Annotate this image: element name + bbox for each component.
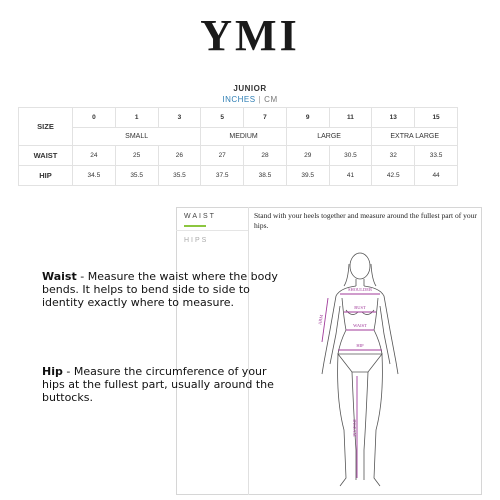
- size-group-extra-large: EXTRA LARGE: [372, 128, 458, 146]
- waist-row: [19, 146, 458, 166]
- hip-cell: 35.5: [158, 166, 201, 186]
- hip-row-header: HIP: [19, 166, 73, 186]
- hip-description: [42, 365, 282, 404]
- waist-cell: 28: [244, 146, 287, 166]
- hip-row: [19, 166, 458, 186]
- body-figure-illustration: [300, 250, 420, 490]
- waist-cell: 27: [201, 146, 244, 166]
- waist-term: Waist: [42, 270, 77, 283]
- unit-toggle: [0, 95, 500, 104]
- hip-cell: 37.5: [201, 166, 244, 186]
- chart-title: JUNIOR: [233, 84, 267, 93]
- waist-description: [42, 270, 282, 309]
- figure-label-arm: ARM: [317, 314, 324, 326]
- figure-label-waist: WAIST: [353, 323, 367, 328]
- size-cell: 11: [329, 108, 372, 128]
- figure-label-hip: HIP: [356, 343, 364, 348]
- waist-description-text: - Measure the waist where the body bends. It helps to bend side to side to identity exactly where to measure.: [42, 270, 278, 309]
- tab-divider: [176, 230, 248, 231]
- size-number-row: [19, 108, 458, 128]
- measure-instruction: Stand with your heels together and measure around the fullest part of your hips.: [254, 211, 477, 230]
- size-cell: 13: [372, 108, 415, 128]
- hip-term: Hip: [42, 365, 63, 378]
- tab-waist[interactable]: WAIST: [184, 213, 216, 220]
- figure-label-bust: BUST: [354, 305, 366, 310]
- waist-cell: 25: [115, 146, 158, 166]
- active-tab-indicator: [184, 225, 206, 227]
- tab-hips[interactable]: HIPS: [184, 237, 209, 244]
- size-row-header: SIZE: [19, 108, 73, 146]
- size-cell: 0: [73, 108, 116, 128]
- waist-cell: 26: [158, 146, 201, 166]
- hip-cell: 39.5: [286, 166, 329, 186]
- figure-label-inseam: INSEAM: [352, 419, 357, 437]
- guide-tab-list: [176, 207, 248, 495]
- size-group-large: LARGE: [286, 128, 372, 146]
- unit-inches-option[interactable]: INCHES: [222, 95, 256, 104]
- waist-cell: 29: [286, 146, 329, 166]
- waist-cell: 33.5: [415, 146, 458, 166]
- size-group-medium: MEDIUM: [201, 128, 287, 146]
- size-cell: 5: [201, 108, 244, 128]
- hip-cell: 42.5: [372, 166, 415, 186]
- size-cell: 15: [415, 108, 458, 128]
- waist-cell: 24: [73, 146, 116, 166]
- unit-separator: |: [258, 95, 262, 104]
- waist-cell: 30.5: [329, 146, 372, 166]
- hip-description-text: - Measure the circumference of your hips at the fullest part, usually around the buttocks.: [42, 365, 274, 404]
- size-cell: 1: [115, 108, 158, 128]
- size-cell: 9: [286, 108, 329, 128]
- hip-cell: 38.5: [244, 166, 287, 186]
- unit-cm-option[interactable]: CM: [264, 95, 278, 104]
- size-cell: 7: [244, 108, 287, 128]
- hip-cell: 34.5: [73, 166, 116, 186]
- size-group-row: [19, 128, 458, 146]
- panel-divider: [248, 207, 249, 495]
- brand-logo: YMI: [200, 11, 300, 60]
- waist-row-header: WAIST: [19, 146, 73, 166]
- hip-cell: 41: [329, 166, 372, 186]
- figure-label-shoulder: SHOULDER: [347, 287, 373, 292]
- hip-cell: 35.5: [115, 166, 158, 186]
- waist-cell: 32: [372, 146, 415, 166]
- size-group-small: SMALL: [73, 128, 201, 146]
- hip-cell: 44: [415, 166, 458, 186]
- size-chart-table: [18, 107, 458, 186]
- size-cell: 3: [158, 108, 201, 128]
